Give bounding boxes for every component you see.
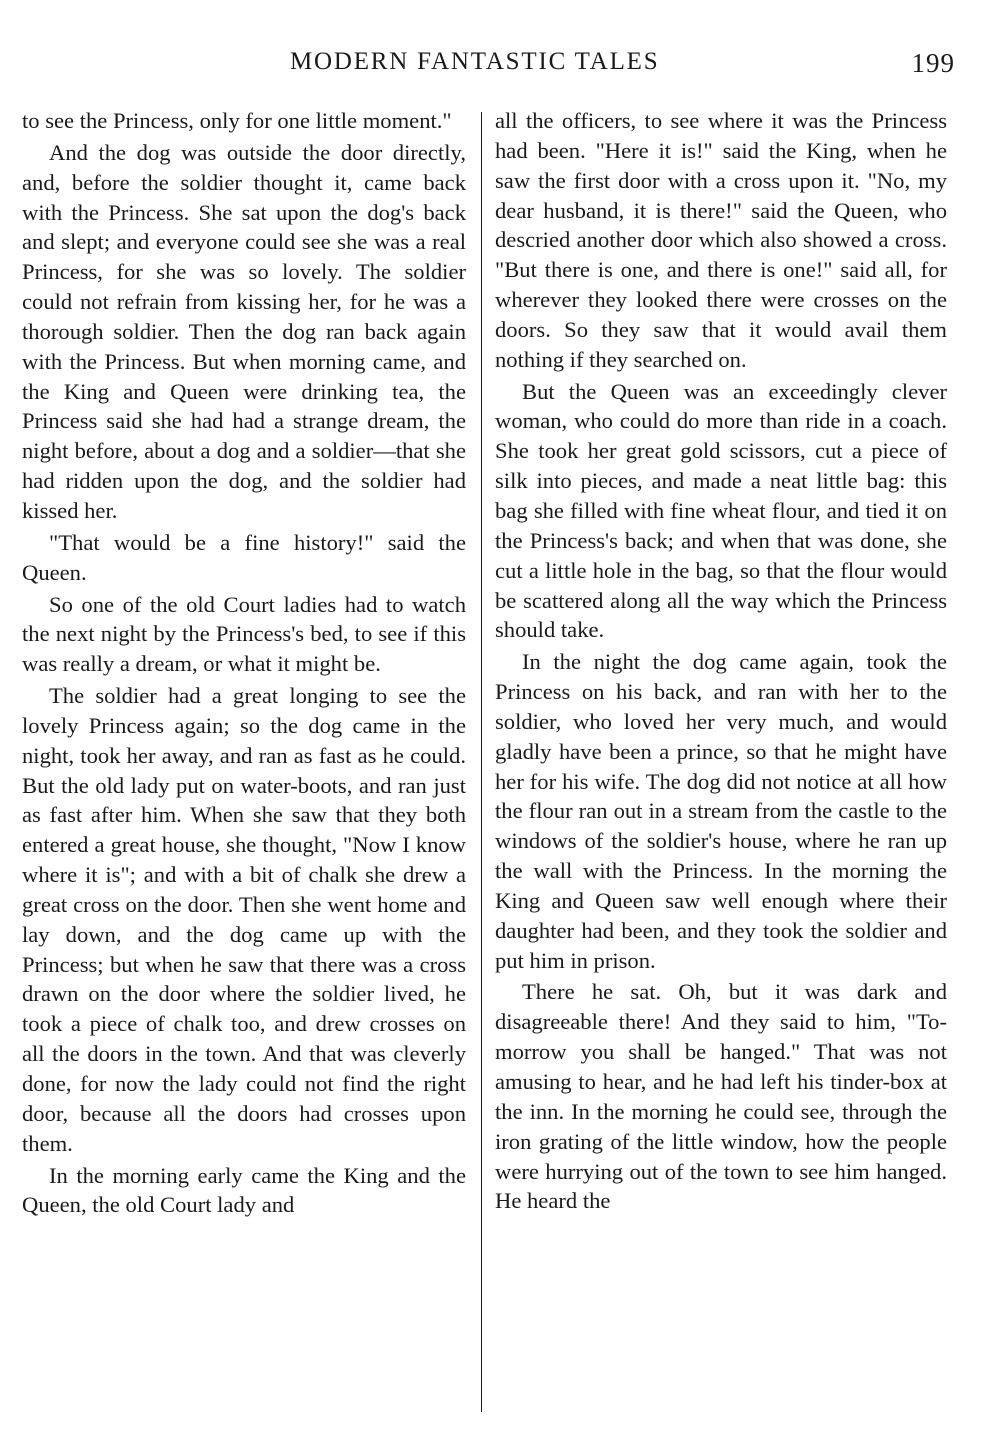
right-column (495, 106, 947, 1218)
paragraph: "That would be a fine history!" said the Queen. (22, 529, 466, 585)
paragraph: So one of the old Court ladies had to watch the next night by the Princess's bed, to see if this was really a dream, or what it might be. (22, 591, 466, 677)
running-title: MODERN FANTASTIC TALES (290, 48, 660, 75)
paragraph: In the night the dog came again, took the Princess on his back, and ran with her to the soldier, who loved her very much, and would gladly have been a prince, so that he might have her for his wife. The dog did not notice at all how the flour ran out in a stream from the castle to the windows of the soldier's house, where he ran up the wall with the Princess. In the morning the King and Queen saw well enough where their daughter had been, and they took the soldier and put him in prison. (495, 649, 947, 973)
paragraph: all the officers, to see where it was the Princess had been. "Here it is!" said the King, when he saw the first door with a cross upon it. "No, my dear husband, it is there!" said the Queen, who descried another door which also showed a cross. "But there is one, and there is one!" said all, for wherever they looked there were crosses on the doors. So they saw that it would avail them nothing if they searched on. (495, 108, 947, 372)
left-column (22, 106, 466, 1222)
paragraph: to see the Princess, only for one little moment." (22, 108, 452, 133)
paragraph: The soldier had a great longing to see the lovely Princess again; so the dog came in the night, took her away, and ran as fast as he could. But the old lady put on water-boots, and ran just as fast after him. When she saw that they both entered a great house, she thought, "Now I know where it is"; and with a bit of chalk she drew a great cross on the door. Then she went home and lay down, and the dog came up with the Princess; but when he saw that there was a cross drawn on the door where the soldier lived, he took a piece of chalk too, and drew crosses on all the doors in the town. And that was cleverly done, for now the lady could not find the right door, because all the doors had crosses upon them. (22, 683, 466, 1156)
paragraph: And the dog was outside the door directly, and, before the soldier thought it, came back with the Princess. She sat upon the dog's back and slept; and everyone could see she was a real Princess, for she was so lovely. The soldier could not refrain from kissing her, for he was a thorough soldier. Then the dog ran back again with the Princess. But when morning came, and the King and Queen were drinking tea, the Princess said she had had a strange dream, the night before, about a dog and a soldier—that she had ridden upon the dog, and the soldier had kissed her. (22, 139, 466, 523)
page-header (0, 48, 1000, 88)
paragraph: In the morning early came the King and the Queen, the old Court lady and (22, 1162, 466, 1218)
column-divider (481, 112, 482, 1412)
paragraph: But the Queen was an exceedingly clever woman, who could do more than ride in a coach. She took her great gold scissors, cut a piece of silk into pieces, and made a neat little bag: this bag she filled with fine wheat flour, and tied it on the Princess's back; and when that was done, she cut a little hole in the bag, so that the flour would be scattered along all the way which the Princess should take. (495, 378, 947, 643)
paragraph: There he sat. Oh, but it was dark and disagreeable there! And they said to him, "To-morrow you shall be hanged." That was not amusing to hear, and he had left his tinder-box at the inn. In the morning he could see, through the iron grating of the little window, how the people were hurrying out of the town to see him hanged. He heard the (495, 979, 947, 1214)
page-number: 199 (911, 48, 955, 78)
